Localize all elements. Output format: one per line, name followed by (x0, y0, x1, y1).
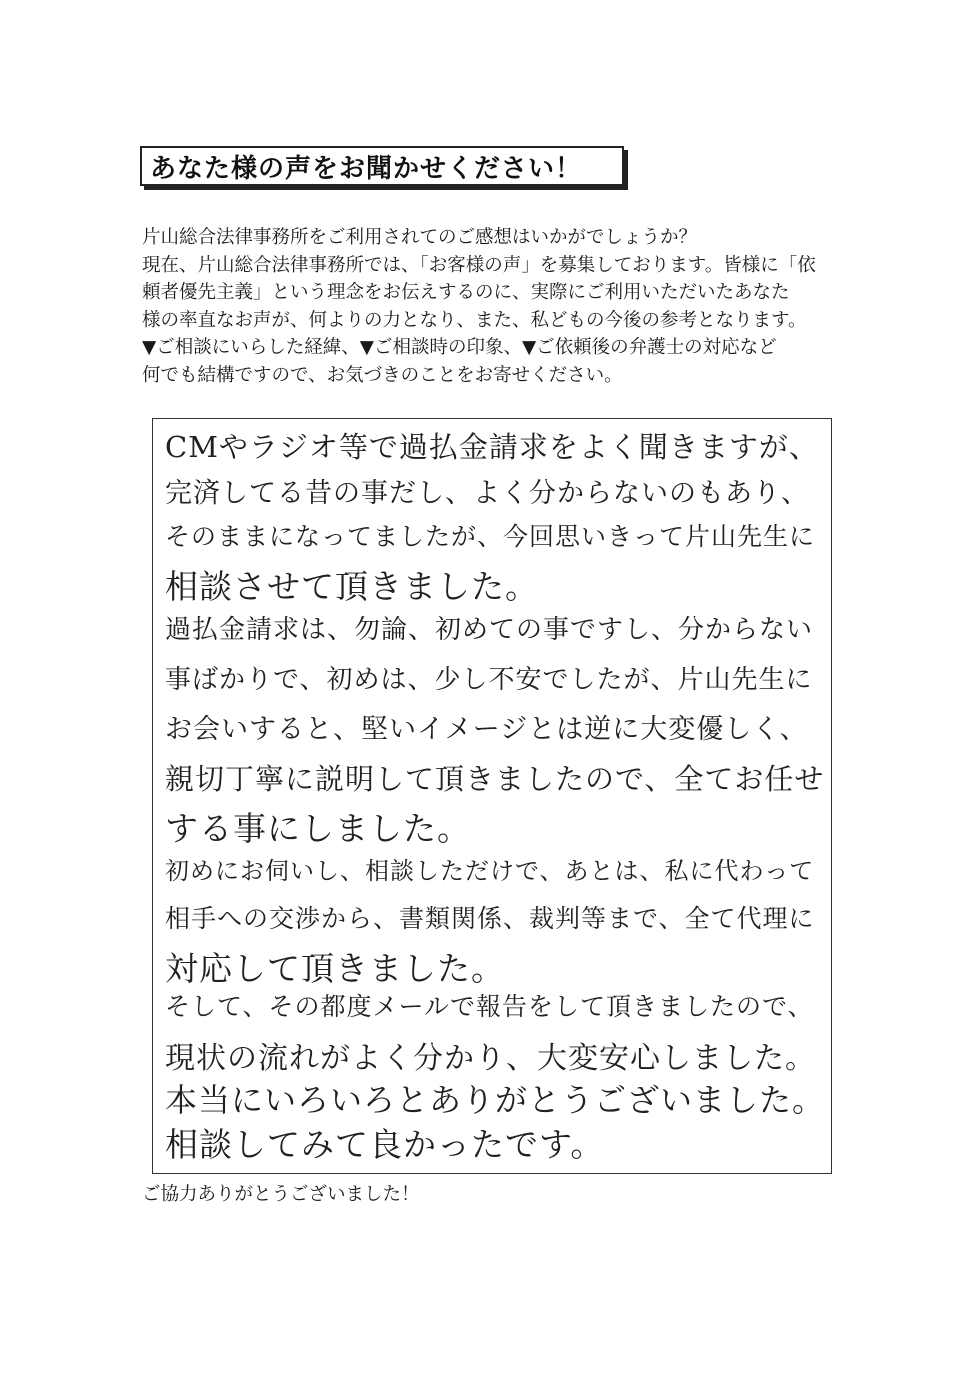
handwritten-line: CMやラジオ等で過払金請求をよく聞きますが、 (165, 430, 819, 464)
handwritten-line: そのままになってましたが、今回思いきって片山先生に (165, 522, 816, 551)
handwritten-line: 相手への交渉から、書類関係、裁判等まで、全て代理に (165, 904, 815, 933)
intro-line: 様の率直なお声が、何よりの力となり、また、私どもの今後の参考となります。 (142, 309, 807, 331)
intro-line: 頼者優先主義」という理念をお伝えするのに、実際にご利用いただいたあなた (142, 282, 790, 303)
intro-paragraph (142, 224, 862, 389)
intro-line: 現在、片山総合法律事務所では、「お客様の声」を募集しております。皆様に「依 (142, 254, 816, 276)
intro-line: 片山総合法律事務所をご利用されてのご感想はいかがでしょうか？ (142, 227, 698, 248)
page-title: あなた様の声をお聞かせください！ (150, 153, 583, 184)
handwritten-line: そして、その都度メールで報告をして頂きましたので、 (165, 992, 814, 1021)
intro-line: 何でも結構ですので、お気づきのことをお寄せください。 (142, 364, 623, 386)
handwritten-response-box (152, 418, 832, 1174)
handwritten-line: 本当にいろいろとありがとうございました。 (165, 1081, 826, 1119)
handwritten-line: する事にしました。 (165, 809, 471, 848)
handwritten-line: 相談させて頂きました。 (165, 567, 539, 606)
handwritten-line: お会いすると、堅いイメージとは逆に大変優しく、 (165, 714, 808, 745)
handwritten-line: 初めにお伺いし、相談しただけで、あとは、私に代わって (165, 857, 815, 885)
handwritten-line: 完済してる昔の事だし、よく分からないのもあり、 (165, 478, 809, 509)
handwritten-line: 親切丁寧に説明して頂きましたので、全てお任せ (165, 762, 825, 796)
handwritten-line: 事ばかりで、初めは、少し不安でしたが、片山先生に (165, 665, 813, 695)
handwritten-line: 対応して頂きました。 (165, 949, 505, 988)
title-box (140, 146, 624, 186)
handwritten-line: 過払金請求は、勿論、初めての事ですし、分からない (165, 615, 814, 645)
closing-message: ご協力ありがとうございました！ (142, 1184, 420, 1205)
intro-line: ▼ご相談にいらした経緯、▼ご相談時の印象、▼ご依頼後の弁護士の対応など (142, 337, 777, 358)
handwritten-line: 現状の流れがよく分かり、大変安心しました。 (165, 1041, 816, 1076)
handwritten-line: 相談してみて良かったです。 (165, 1125, 605, 1164)
